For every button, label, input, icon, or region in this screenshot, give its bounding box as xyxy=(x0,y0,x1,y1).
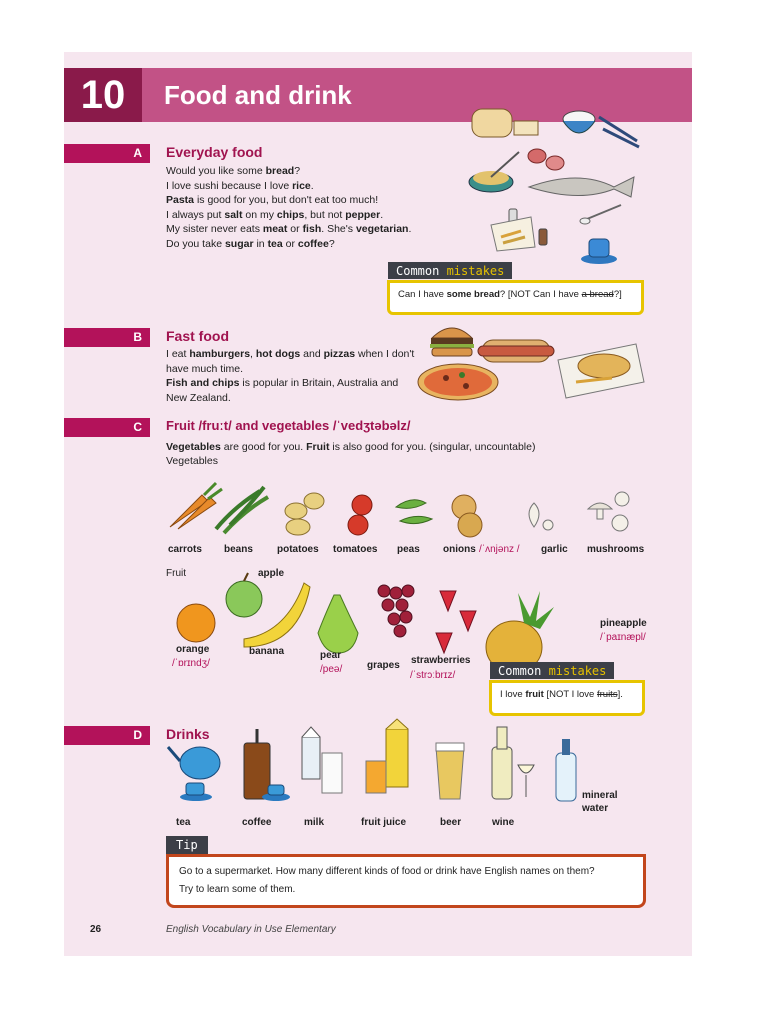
text-run: is popular in Britain, Australia and xyxy=(239,377,399,389)
everyday-food-illustration xyxy=(469,107,649,267)
text-run: fish xyxy=(302,223,322,235)
unit-title: Food and drink xyxy=(164,80,352,110)
wine-bottle-icon xyxy=(492,727,534,799)
text-run: pepper xyxy=(345,208,381,221)
meat-icon xyxy=(528,149,564,170)
drink-label-mineral-water: mineral water xyxy=(582,790,618,814)
pear-phonetic: /peə/ xyxy=(320,664,343,675)
text-run: vegetarian xyxy=(355,223,409,235)
text-run: are good for you. xyxy=(220,441,307,453)
vegetables-illustration xyxy=(164,467,654,542)
text-run: and xyxy=(300,348,324,360)
text-run: Pasta xyxy=(166,194,195,206)
text-run: meat xyxy=(262,223,288,235)
chips-icon xyxy=(491,217,535,251)
drink-label-coffee: coffee xyxy=(242,817,272,828)
drink-label-fruit-juice: fruit juice xyxy=(361,817,407,828)
tea-cup-icon xyxy=(581,239,617,264)
text-run: when I don't xyxy=(355,348,415,360)
section-b-bar: B xyxy=(64,328,150,347)
fish-icon xyxy=(529,177,634,197)
text-run: Can I have xyxy=(398,289,447,300)
everyday-food-text xyxy=(166,164,411,251)
bread-icon xyxy=(472,109,538,137)
text-run: tea xyxy=(267,237,283,250)
text-line xyxy=(166,237,411,252)
teapot-icon xyxy=(168,747,220,801)
section-d-bar: D xyxy=(64,726,150,745)
apple-icon xyxy=(226,573,262,617)
fast-food-text xyxy=(166,347,414,405)
section-c-bar: C xyxy=(64,418,150,437)
drink-label-milk: milk xyxy=(304,817,325,828)
text-run: in xyxy=(253,237,268,250)
veg-label-onions: onions xyxy=(443,544,476,555)
text-run: bread xyxy=(265,165,295,177)
book-title: English Vocabulary in Use Elementary xyxy=(166,924,336,935)
text-run: chips xyxy=(276,208,305,221)
drink-label-tea: tea xyxy=(176,817,191,828)
text-run: have much time. xyxy=(166,362,244,375)
drinks-illustration xyxy=(174,717,594,813)
text-line xyxy=(166,208,411,223)
text-run: I love xyxy=(500,689,526,700)
text-run: rice xyxy=(292,179,311,192)
beer-glass-icon xyxy=(436,743,464,799)
sugar-icon xyxy=(580,205,621,224)
text-line xyxy=(166,347,414,362)
fruit-label-apple: apple xyxy=(258,568,285,579)
drink-label-beer: beer xyxy=(440,817,462,828)
common-mistakes-1-box xyxy=(387,280,644,315)
text-line xyxy=(166,376,414,391)
tip-label: Tip xyxy=(166,836,208,855)
text-line xyxy=(166,179,411,194)
page xyxy=(64,52,692,956)
text-run: some bread xyxy=(446,289,500,300)
text-run: . xyxy=(310,179,314,192)
page-number: 26 xyxy=(90,924,102,935)
text-run: Fruit xyxy=(306,441,330,453)
text-line xyxy=(166,222,411,237)
pineapple-phonetic: /ˈpaɪnæpl/ xyxy=(600,632,646,643)
text-line xyxy=(166,391,414,406)
text-run: , xyxy=(250,348,256,360)
veg-label-tomatoes: tomatoes xyxy=(333,544,378,555)
text-run: Do you take xyxy=(166,237,225,250)
unit-number: 10 xyxy=(64,68,142,122)
text-run: is good for you, but don't eat too much! xyxy=(194,194,379,206)
tomatoes-icon xyxy=(348,495,372,535)
potatoes-icon xyxy=(285,493,324,535)
text-run: Vegetables xyxy=(166,441,221,453)
tip-box xyxy=(166,854,646,908)
text-run: Would you like some xyxy=(166,165,266,177)
text-run: fruit xyxy=(525,689,544,700)
common-mistakes-1-label: Common mistakes xyxy=(388,262,512,279)
text-run: is also good for you. (singular, uncountable) xyxy=(329,441,536,453)
tip-line-2: Try to learn some of them. xyxy=(179,884,296,895)
onions-phonetic: /ˈʌnjənz / xyxy=(479,544,520,555)
text-run: hot dogs xyxy=(255,348,301,360)
orange-phonetic: /ˈɒrɪndʒ/ xyxy=(172,658,210,669)
veg-label-beans: beans xyxy=(224,544,253,555)
text-run: My sister never eats xyxy=(166,223,263,235)
text-run: on my xyxy=(242,208,277,221)
veg-label-peas: peas xyxy=(397,544,420,555)
text-run: I always put xyxy=(166,208,225,221)
text-line xyxy=(166,440,535,455)
text-line xyxy=(166,362,414,377)
milk-carton-icon xyxy=(302,727,342,793)
fast-food-illustration xyxy=(416,320,648,412)
drink-label-wine: wine xyxy=(492,817,515,828)
hamburger-icon xyxy=(430,328,474,356)
fruit-label-strawberries: strawberries xyxy=(411,655,471,666)
section-a-title: Everyday food xyxy=(166,144,263,160)
text-run: . xyxy=(408,223,412,235)
text-run: . She's xyxy=(321,223,356,235)
carrots-icon xyxy=(170,483,222,529)
fruit-heading: Fruit xyxy=(166,568,186,579)
fruit-label-banana: banana xyxy=(249,646,285,657)
orange-icon xyxy=(177,604,215,642)
section-b-title: Fast food xyxy=(166,328,229,344)
fruit-veg-text xyxy=(166,440,535,455)
fruit-label-pineapple: pineapple xyxy=(600,618,647,629)
text-run: . xyxy=(380,208,384,221)
juice-carton-icon xyxy=(366,719,408,793)
text-run: ? xyxy=(328,237,335,250)
strawberries-phonetic: /ˈstrɔːbrɪz/ xyxy=(410,670,456,681)
text-run: I eat xyxy=(166,348,190,360)
grapes-icon xyxy=(378,585,414,637)
text-run: ? xyxy=(294,165,301,177)
garlic-icon xyxy=(529,503,553,530)
fruit-label-orange: orange xyxy=(176,644,210,655)
veg-label-potatoes: potatoes xyxy=(277,544,319,555)
text-line xyxy=(166,164,411,179)
fruit-label-grapes: grapes xyxy=(367,660,400,671)
text-run: ? [NOT Can I have xyxy=(499,289,582,300)
text-run: Fish and chips xyxy=(166,377,240,389)
text-run: or xyxy=(282,237,298,250)
text-run: coffee xyxy=(297,237,329,250)
mushrooms-icon xyxy=(588,492,629,531)
tip-line-1: Go to a supermarket. How many different kinds of food or drink have English names on them? xyxy=(179,866,595,877)
hot-dog-icon xyxy=(478,340,554,362)
text-run: fruits xyxy=(596,689,618,700)
veg-label-mushrooms: mushrooms xyxy=(587,544,645,555)
common-mistakes-2-box xyxy=(489,680,645,716)
fish-and-chips-icon xyxy=(558,344,644,398)
text-run: [NOT I love xyxy=(543,689,597,700)
text-run: sugar xyxy=(224,237,254,250)
vegetables-heading: Vegetables xyxy=(166,455,218,467)
text-run: a bread xyxy=(581,289,614,300)
fruit-label-pear: pear xyxy=(320,650,342,661)
text-run: , but not xyxy=(304,208,346,221)
pasta-icon xyxy=(469,152,519,192)
text-run: pizzas xyxy=(323,348,356,360)
veg-label-carrots: carrots xyxy=(168,544,202,555)
veg-label-garlic: garlic xyxy=(541,544,568,555)
beans-icon xyxy=(216,487,268,533)
water-bottle-icon xyxy=(556,739,576,801)
section-d-title: Drinks xyxy=(166,726,210,742)
strawberries-icon xyxy=(436,591,476,653)
text-run: New Zealand. xyxy=(166,391,231,404)
pineapple-icon xyxy=(486,591,554,673)
pear-icon xyxy=(318,595,358,653)
onions-icon xyxy=(452,495,482,537)
section-c-title: Fruit /fruːt/ and vegetables /ˈvedʒtəbəlz/ xyxy=(166,418,411,433)
text-run: hamburgers xyxy=(189,348,251,360)
text-run: salt xyxy=(224,208,243,221)
rice-bowl-icon xyxy=(563,111,639,147)
text-run: ?] xyxy=(613,289,622,300)
text-line xyxy=(166,193,411,208)
common-mistakes-2-label: Common mistakes xyxy=(490,662,614,679)
pizza-icon xyxy=(418,364,498,400)
peas-icon xyxy=(396,500,432,524)
text-run: I love sushi because I love xyxy=(166,179,293,192)
text-run: ]. xyxy=(617,689,623,700)
text-run: or xyxy=(287,223,303,235)
section-a-bar: A xyxy=(64,144,150,163)
cafetiere-icon xyxy=(244,729,290,801)
